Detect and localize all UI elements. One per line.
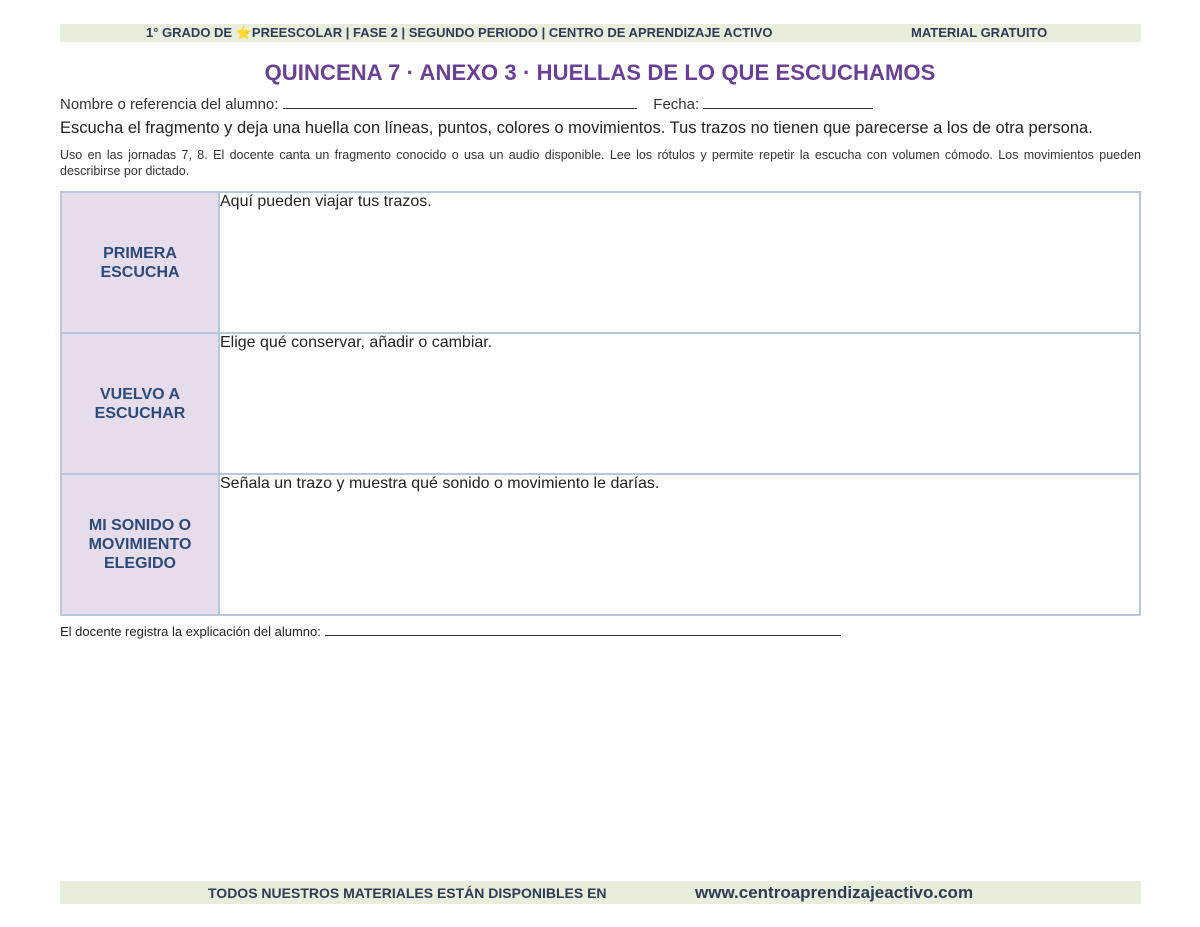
student-name-blank[interactable]: [283, 94, 637, 109]
drawing-area-first-listen[interactable]: [219, 192, 1140, 333]
response-table: [60, 191, 1141, 616]
row-label-text: VUELVO A ESCUCHAR: [94, 385, 186, 422]
row-label-listen-again: [61, 333, 219, 474]
footer-url-link[interactable]: www.centroaprendizajeactivo.com: [695, 883, 974, 902]
header-bar: [60, 24, 1141, 42]
star-icon: ⭐: [235, 25, 252, 40]
teacher-note-line: [60, 623, 841, 639]
row-prompt: Elige qué conservar, añadir o cambiar.: [220, 334, 493, 351]
usage-note: Uso en las jornadas 7, 8. El docente canta un fragmento conocido o usa un audio disponible. Lee los rótulos y permite repetir la escucha con volumen cómodo. Los movimientos pueden describirse por dictado.: [60, 148, 1141, 178]
row-label-text: MI SONIDO O MOVIMIENTO ELEGIDO: [88, 517, 192, 572]
table-row: [61, 333, 1140, 474]
footer-message: TODOS NUESTROS MATERIALES ESTÁN DISPONIBLES EN: [208, 885, 607, 901]
row-prompt: Aquí pueden viajar tus trazos.: [220, 193, 432, 210]
header-right-text: MATERIAL GRATUITO: [911, 25, 1048, 40]
date-label: Fecha:: [653, 96, 700, 113]
row-label-first-listen: [61, 192, 219, 333]
date-blank[interactable]: [703, 94, 873, 109]
teacher-note-label: El docente registra la explicación del alumno:: [60, 624, 321, 639]
header-left-text: [146, 25, 773, 41]
drawing-area-listen-again[interactable]: [219, 333, 1140, 474]
drawing-area-chosen-sound[interactable]: [219, 474, 1140, 615]
header-grade: 1° GRADO DE: [146, 25, 236, 40]
student-name-label: Nombre o referencia del alumno:: [60, 96, 279, 113]
student-info-line: [60, 94, 873, 113]
page-title: QUINCENA 7 · ANEXO 3 · HUELLAS DE LO QUE ESCUCHAMOS: [264, 60, 936, 85]
footer-bar: [60, 881, 1141, 904]
header-program: PREESCOLAR | FASE 2 | SEGUNDO PERIODO | CENTRO DE APRENDIZAJE ACTIVO: [251, 25, 773, 40]
table-row: [61, 192, 1140, 333]
row-prompt: Señala un trazo y muestra qué sonido o movimiento le darías.: [220, 475, 660, 492]
row-label-chosen-sound: [61, 474, 219, 615]
instructions: Escucha el fragmento y deja una huella con líneas, puntos, colores o movimientos. Tus trazos no tienen que parecerse a los de otra persona.: [60, 119, 1093, 137]
row-label-text: PRIMERA ESCUCHA: [100, 244, 180, 281]
teacher-note-blank[interactable]: [325, 623, 841, 636]
table-row: [61, 474, 1140, 615]
